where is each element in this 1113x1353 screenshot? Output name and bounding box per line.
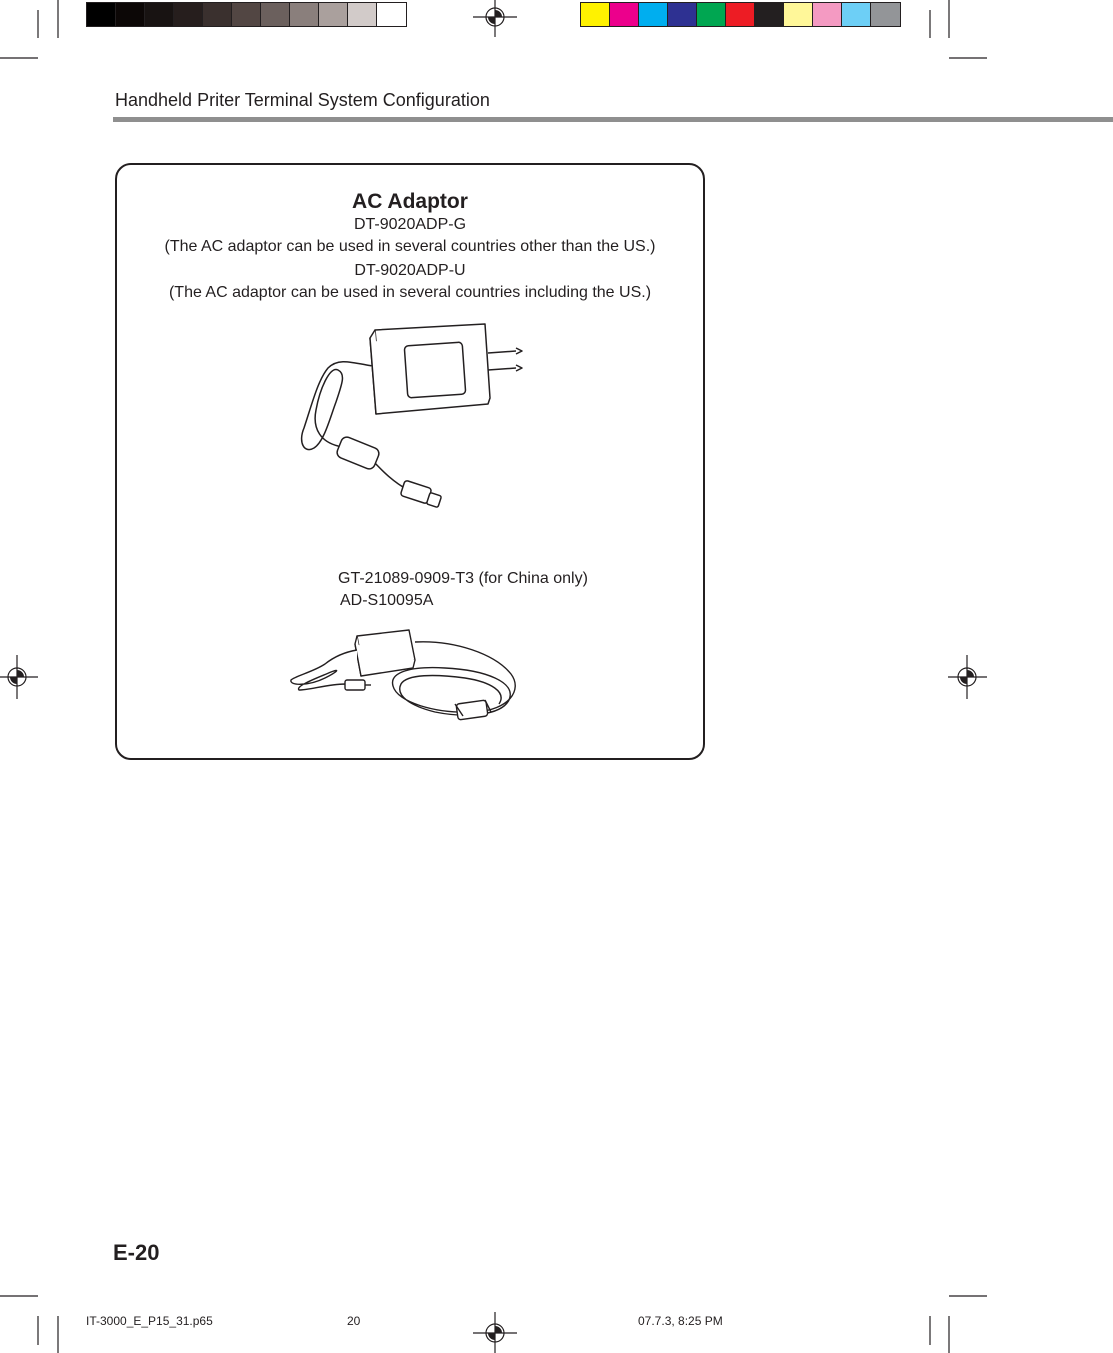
calibration-swatch [871, 3, 900, 26]
model-g-label: DT-9020ADP-G [353, 216, 467, 233]
color-calibration-bar [580, 2, 901, 27]
footer-page: 20 [347, 1314, 361, 1328]
china-adaptor-illustration [285, 620, 525, 730]
registration-mark-top [470, 0, 520, 38]
page-header-title: Handheld Priter Terminal System Configuration [115, 90, 490, 110]
registration-mark-left [0, 652, 40, 702]
calibration-swatch [116, 3, 145, 26]
calibration-swatch [232, 3, 261, 26]
calibration-swatch [639, 3, 668, 26]
calibration-swatch [668, 3, 697, 26]
header-rule [113, 117, 1113, 122]
panel-title: AC Adaptor [352, 190, 468, 213]
model-g-note: (The AC adaptor can be used in several countries other than the US.) [164, 238, 656, 255]
registration-mark-right [946, 652, 988, 702]
calibration-swatch [813, 3, 842, 26]
model-china-label: GT-21089-0909-T3 (for China only) [338, 570, 588, 587]
footer-file-name: IT-3000_E_P15_31.p65 [86, 1314, 213, 1328]
footer-timestamp: 07.7.3, 8:25 PM [638, 1314, 723, 1328]
gray-calibration-bar [86, 2, 407, 27]
calibration-swatch [203, 3, 232, 26]
registration-mark-bottom [470, 1312, 520, 1353]
calibration-swatch [697, 3, 726, 26]
model-ad-label: AD-S10095A [340, 592, 434, 609]
model-u-note: (The AC adaptor can be used in several countries including the US.) [168, 284, 652, 301]
calibration-swatch [348, 3, 377, 26]
calibration-swatch [755, 3, 784, 26]
calibration-swatch [581, 3, 610, 26]
calibration-swatch [319, 3, 348, 26]
calibration-swatch [290, 3, 319, 26]
calibration-swatch [377, 3, 406, 26]
page-number: E-20 [113, 1240, 160, 1265]
calibration-swatch [145, 3, 174, 26]
calibration-swatch [174, 3, 203, 26]
calibration-swatch [261, 3, 290, 26]
model-u-label: DT-9020ADP-U [354, 262, 466, 279]
calibration-swatch [726, 3, 755, 26]
calibration-swatch [87, 3, 116, 26]
calibration-swatch [610, 3, 639, 26]
calibration-swatch [842, 3, 871, 26]
calibration-swatch [784, 3, 813, 26]
ac-adaptor-illustration [290, 318, 540, 513]
